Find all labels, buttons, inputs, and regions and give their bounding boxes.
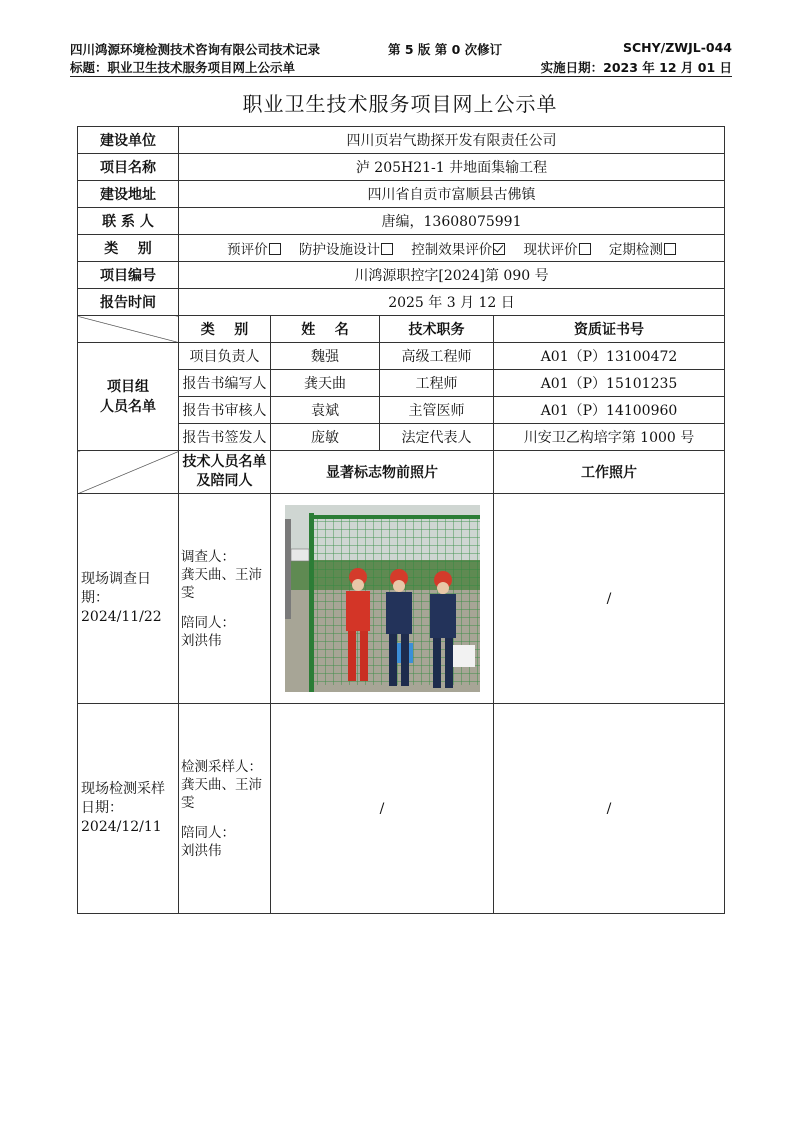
site-row [78,494,725,704]
checkbox-icon[interactable] [381,243,393,255]
member-name: 袁斌 [271,397,380,424]
disclosure-table [77,126,725,914]
table-row [78,343,725,370]
category-option[interactable]: 防护设施设计 [299,238,393,258]
checked-checkbox-icon[interactable] [493,243,505,255]
row-time [78,289,725,316]
companion-role: 陪同人： [181,614,235,631]
member-title: 工程师 [380,370,494,397]
number-label: 项目编号 [78,262,179,289]
checkbox-icon[interactable] [269,243,281,255]
name-label: 项目名称 [78,154,179,181]
group-label: 项目组 人员名单 [78,343,179,451]
member-cert: 川安卫乙构培字第 1000 号 [494,424,725,451]
work-photo-cell: / [494,704,725,914]
member-role: 报告书签发人 [179,424,271,451]
diagonal-cell [78,316,179,343]
row-number [78,262,725,289]
row-category [78,235,725,262]
row-unit [78,127,725,154]
site-row [78,704,725,914]
name-value: 泸 205H21-1 井地面集输工程 [179,154,725,181]
landmark-photo-cell [271,494,494,704]
members-header-row [78,316,725,343]
header-line-2 [70,58,732,77]
col-title: 技术职务 [380,316,494,343]
member-cert: A01（P）13100472 [494,343,725,370]
category-label: 类 别 [78,235,179,262]
member-title: 法定代表人 [380,424,494,451]
site-label: 现场调查日期：2024/11/22 [78,494,179,704]
photos-header-row [78,451,725,494]
address-label: 建设地址 [78,181,179,208]
member-name: 龚天曲 [271,370,380,397]
col-cert: 资质证书号 [494,316,725,343]
version-label: 第 5 版 第 0 次修订 [388,42,503,57]
member-title: 主管医师 [380,397,494,424]
header-line-1 [70,40,732,58]
member-role: 报告书编写人 [179,370,271,397]
diagonal-cell [78,451,179,494]
companion-name: 刘洪伟 [181,632,222,649]
time-value: 2025 年 3 月 12 日 [179,289,725,316]
contact-value: 唐编，13608075991 [179,208,725,235]
companion-name: 刘洪伟 [181,842,222,859]
work-photo-cell: / [494,494,725,704]
title-line: 标题：职业卫生技术服务项目网上公示单 [70,60,296,75]
document-code: SCHY/ZWJL-044 [622,40,732,55]
row-contact [78,208,725,235]
member-name: 庞敏 [271,424,380,451]
checkbox-icon[interactable] [579,243,591,255]
staff-role: 检测采样人： [181,758,262,775]
staff-cell [179,494,271,704]
company-record-label: 四川鸿源环境检测技术咨询有限公司技术记录 [70,42,321,57]
unit-value: 四川页岩气勘探开发有限责任公司 [179,127,725,154]
staff-names: 龚天曲、王沛雯 [181,776,262,811]
checkbox-icon[interactable] [664,243,676,255]
site-label: 现场检测采样日期：2024/12/11 [78,704,179,914]
contact-label: 联 系 人 [78,208,179,235]
member-title: 高级工程师 [380,343,494,370]
row-name [78,154,725,181]
unit-label: 建设单位 [78,127,179,154]
col-work: 工作照片 [494,451,725,494]
landmark-photo [285,505,480,692]
landmark-photo-cell: / [271,704,494,914]
category-option[interactable]: 定期检测 [609,238,676,258]
row-address [78,181,725,208]
companion-role: 陪同人： [181,824,235,841]
col-role: 类 别 [179,316,271,343]
category-option[interactable]: 预评价 [227,238,281,258]
member-cert: A01（P）15101235 [494,370,725,397]
number-value: 川鸿源职控字[2024]第 090 号 [179,262,725,289]
staff-names: 龚天曲、王沛雯 [181,566,262,601]
staff-cell [179,704,271,914]
member-role: 项目负责人 [179,343,271,370]
category-option[interactable]: 现状评价 [524,238,591,258]
col-name: 姓 名 [271,316,380,343]
category-option[interactable]: 控制效果评价 [411,238,505,258]
member-cert: A01（P）14100960 [494,397,725,424]
document-title: 职业卫生技术服务项目网上公示单 [242,92,558,116]
staff-role: 调查人： [181,548,235,565]
site-photo-illustration [285,505,480,692]
effective-date: 实施日期：2023 年 12 月 01 日 [540,60,732,75]
member-role: 报告书审核人 [179,397,271,424]
address-value: 四川省自贡市富顺县古佛镇 [179,181,725,208]
col-landmark: 显著标志物前照片 [271,451,494,494]
category-options [179,235,725,262]
time-label: 报告时间 [78,289,179,316]
member-name: 魏强 [271,343,380,370]
col-staff: 技术人员名单及陪同人 [179,451,271,494]
